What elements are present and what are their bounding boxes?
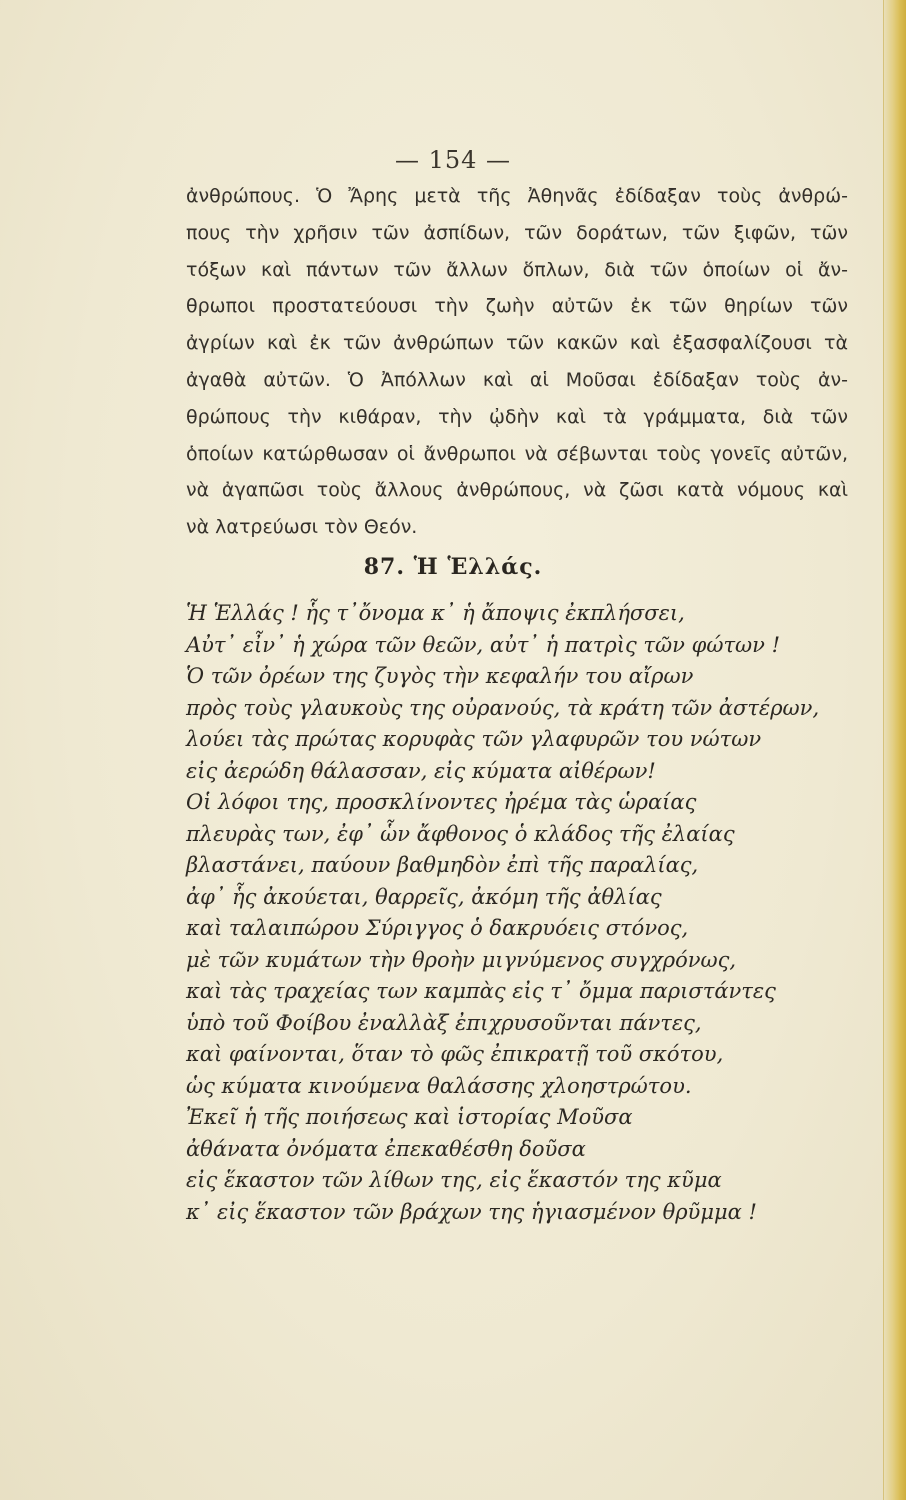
poem-line: πρὸς τοὺς γλαυκοὺς της οὐρανούς, τὰ κράτη τῶν ἀστέρων,	[186, 695, 820, 720]
poem-line: εἰς ἀερώδη θάλασσαν, εἰς κύματα αἰθέρων!	[186, 758, 656, 783]
poem-line: εἰς ἕκαστον τῶν λίθων της, εἰς ἕκαστόν της κῦμα	[186, 1168, 722, 1192]
prose-paragraph	[186, 178, 848, 546]
poem-line: ὡς κύματα κινούμενα θαλάσσης χλοηστρώτου.	[186, 1073, 692, 1098]
poem-line: ὑπὸ τοῦ Φοίβου ἐναλλὰξ ἐπιχρυσοῦνται πάντες,	[186, 1010, 702, 1035]
poem-line: ἀθάνατα ὀνόματα ἐπεκαθέσθη δοῦσα	[186, 1136, 586, 1161]
prose-line: τόξων καὶ πάντων τῶν ἄλλων ὅπλων, διὰ τῶν ὁποίων οἱ ἄν-	[186, 258, 848, 281]
page-number: — 154 —	[394, 146, 512, 174]
poem-line: καὶ τὰς τραχείας των καμπὰς εἰς τ᾽ ὄμμα παριστάντες	[186, 979, 776, 1003]
poem-line: βλαστάνει, παύουν βαθμηδὸν ἐπὶ τῆς παραλίας,	[186, 853, 699, 877]
prose-line: ἀγρίων καὶ ἐκ τῶν ἀνθρώπων τῶν κακῶν καὶ ἐξασφαλίζουσι τὰ	[186, 332, 848, 355]
poem-line: λούει τὰς πρώτας κορυφὰς τῶν γλαφυρῶν του νώτων	[186, 727, 762, 751]
section-heading: 87. Ἡ Ἑλλάς.	[363, 554, 543, 580]
prose-line: νὰ ἀγαπῶσι τοὺς ἄλλους ἀνθρώπους, νὰ ζῶσι κατὰ νόμους καὶ	[186, 479, 848, 502]
poem-line: Ἐκεῖ ἡ τῆς ποιήσεως καὶ ἱστορίας Μοῦσα	[186, 1105, 633, 1129]
prose-line: νὰ λατρεύωσι τὸν Θεόν.	[186, 516, 418, 539]
poem-line: καὶ ταλαιπώρου Σύριγγος ὁ δακρυόεις στόνος,	[186, 916, 689, 940]
poem-line: ἀφ᾽ ἧς ἀκούεται, θαρρεῖς, ἀκόμη τῆς ἀθλίας	[186, 884, 662, 909]
prose-line: ὁποίων κατώρθωσαν οἱ ἄνθρωποι νὰ σέβωνται τοὺς γονεῖς αὐτῶν,	[186, 442, 848, 465]
poem-line: Ὁ τῶν ὀρέων της ζυγὸς τὴν κεφαλήν του αἴρων	[186, 664, 694, 688]
poem-line: Αὐτ᾽ εἶν᾽ ἡ χώρα τῶν θεῶν, αὐτ᾽ ἡ πατρὶς τῶν φώτων !	[186, 632, 781, 657]
page-binding-edge	[883, 0, 906, 1500]
poem-line: Ἡ Ἑλλάς ! ἧς τ᾽ὄνομα κ᾽ ἡ ἄποψις ἐκπλήσσει,	[186, 601, 685, 625]
prose-line: ἀνθρώπους. Ὁ Ἄρης μετὰ τῆς Ἀθηνᾶς ἐδίδαξαν τοὺς ἀνθρώ-	[186, 185, 848, 207]
poem	[186, 598, 866, 1228]
poem-line: μὲ τῶν κυμάτων τὴν θροὴν μιγνύμενος συγχρόνως,	[186, 947, 737, 972]
prose-line: ἀγαθὰ αὐτῶν. Ὁ Ἀπόλλων καὶ αἱ Μοῦσαι ἐδίδαξαν τοὺς ἀν-	[186, 368, 848, 391]
poem-line: Οἱ λόφοι της, προσκλίνοντες ἠρέμα τὰς ὡραίας	[186, 790, 697, 814]
prose-line: θρώπους τὴν κιθάραν, τὴν ᾠδὴν καὶ τὰ γράμματα, διὰ τῶν	[186, 405, 848, 428]
poem-line: κ᾽ εἰς ἕκαστον τῶν βράχων της ἡγιασμένον θρῦμμα !	[186, 1199, 757, 1224]
prose-line: θρωποι προστατεύουσι τὴν ζωὴν αὐτῶν ἐκ τῶν θηρίων τῶν	[186, 295, 848, 318]
poem-line: καὶ φαίνονται, ὅταν τὸ φῶς ἐπικρατῇ τοῦ σκότου,	[186, 1042, 724, 1066]
prose-line: πους τὴν χρῆσιν τῶν ἀσπίδων, τῶν δοράτων, τῶν ξιφῶν, τῶν	[186, 221, 848, 244]
poem-line: πλευρὰς των, ἐφ᾽ ὧν ἄφθονος ὁ κλάδος τῆς ἐλαίας	[186, 821, 735, 846]
